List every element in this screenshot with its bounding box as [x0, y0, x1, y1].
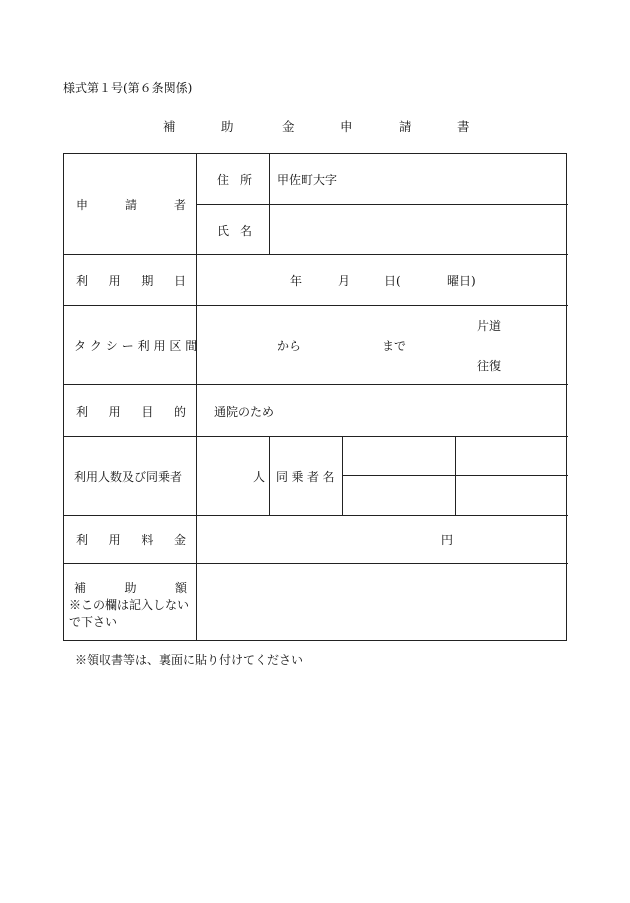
name-label-char: 名	[239, 224, 252, 238]
divider	[64, 384, 568, 385]
address-value[interactable]: 甲佐町大字	[277, 173, 338, 187]
fee-label	[76, 531, 186, 548]
divider	[197, 204, 568, 205]
title-char-3: 金	[282, 119, 295, 134]
divider	[269, 154, 270, 254]
subsidy-note-line: で下さい	[69, 615, 118, 629]
route-to-label: まで	[382, 339, 407, 353]
title-char-5: 請	[399, 119, 412, 134]
fee-label-char: 用	[108, 533, 121, 547]
divider	[455, 436, 456, 515]
passengers-label: 利用人数及び同乗者	[74, 470, 183, 484]
purpose-label-char: 的	[173, 405, 186, 419]
date-day-unit: 日(	[384, 274, 401, 288]
usage-date-label-char: 用	[108, 274, 121, 288]
title-char-2: 助	[221, 119, 234, 134]
applicant-label-char: 請	[124, 198, 137, 212]
passengers-unit: 人	[253, 470, 266, 484]
usage-date-label	[76, 272, 186, 289]
address-label-char: 所	[239, 173, 252, 187]
taxi-route-label: タクシー利用区間	[74, 339, 202, 353]
title-char-4: 申	[340, 119, 353, 134]
divider	[269, 436, 270, 515]
route-roundtrip-option[interactable]: 往復	[477, 359, 502, 373]
purpose-label-char: 用	[108, 405, 121, 419]
subsidy-label-char: 補	[74, 581, 87, 595]
name-label	[217, 222, 252, 239]
divider	[64, 305, 568, 306]
route-oneway-option[interactable]: 片道	[477, 319, 502, 333]
fee-label-char: 金	[173, 533, 186, 547]
address-label-char: 住	[217, 173, 230, 187]
subsidy-label-char: 額	[174, 581, 187, 595]
divider	[196, 154, 197, 641]
fee-label-char: 料	[141, 533, 154, 547]
purpose-label-char: 利	[76, 405, 89, 419]
address-label	[217, 171, 252, 188]
purpose-label-char: 目	[141, 405, 154, 419]
form-reference: 様式第１号(第６条関係)	[63, 81, 193, 95]
applicant-label-char: 申	[76, 198, 89, 212]
date-month-unit: 月	[338, 274, 351, 288]
subsidy-label-char: 助	[124, 581, 137, 595]
application-form-table	[63, 153, 567, 641]
usage-date-label-char: 日	[173, 274, 186, 288]
divider	[64, 515, 568, 516]
purpose-value[interactable]: 通院のため	[214, 405, 275, 419]
fee-label-char: 利	[76, 533, 89, 547]
subsidy-note-line: ※この欄は記入しない	[69, 598, 190, 612]
divider	[64, 436, 568, 437]
usage-date-label-char: 期	[141, 274, 154, 288]
date-weekday-unit: 曜日)	[447, 274, 476, 288]
date-year-unit: 年	[290, 274, 303, 288]
subsidy-note	[69, 597, 189, 631]
name-label-char: 氏	[217, 224, 230, 238]
divider	[342, 436, 343, 515]
applicant-label-char: 者	[173, 198, 186, 212]
divider	[64, 254, 568, 255]
purpose-label	[76, 403, 186, 420]
route-from-label: から	[277, 339, 302, 353]
title-char-1: 補	[163, 119, 176, 134]
fee-unit: 円	[441, 533, 454, 547]
subsidy-label	[74, 579, 187, 596]
usage-date-label-char: 利	[76, 274, 89, 288]
companion-label: 同乗者名	[276, 470, 339, 484]
name-field[interactable]	[277, 222, 557, 238]
applicant-label	[76, 196, 186, 213]
title-char-6: 書	[457, 119, 470, 134]
footer-note: ※領収書等は、裏面に貼り付けてください	[75, 653, 304, 667]
divider	[64, 563, 568, 564]
